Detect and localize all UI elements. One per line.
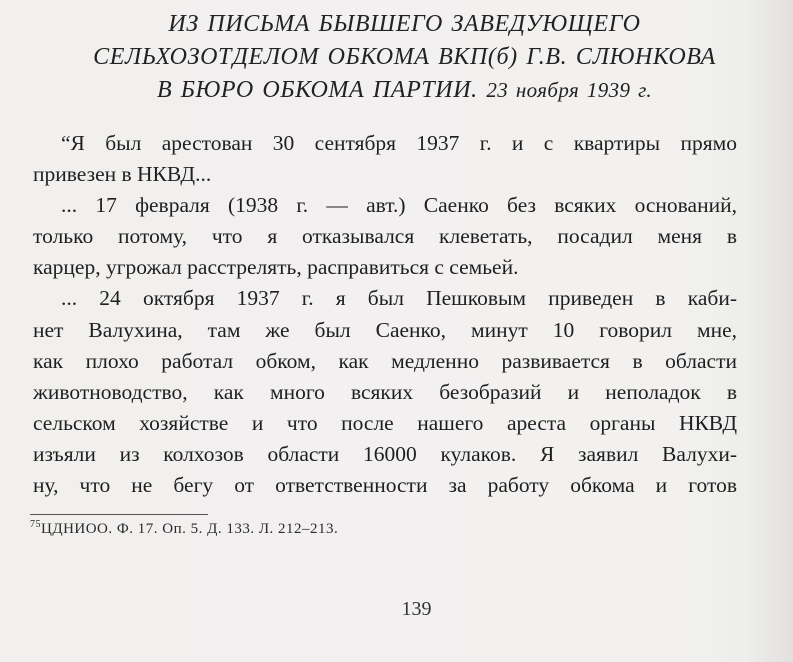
page-number: 139 [401,598,432,620]
body-line: карцер, угрожал расстрелять, расправиться с семьей. [33,255,519,280]
body-line: нет Валухина, там же был Саенко, минут 10 говорил мне, [33,317,737,342]
body-line: привезен в НКВД... [33,162,212,187]
body-line: только потому, что я отказывался клеветать, посадил меня в [33,224,737,249]
letter-body [33,128,737,501]
body-line: сельском хозяйстве и что после нашего ареста органы НКВД [33,410,737,435]
heading-line-3 [22,74,787,107]
document-heading [22,8,787,107]
body-line: животноводство, как много всяких безобразий и неполадок в [33,379,737,404]
body-line: как плохо работал обком, как медленно развивается в области [33,348,737,373]
body-line: ну, что не бегу от ответственности за работу обкома и готов [33,473,737,498]
body-line: “Я был арестован 30 сентября 1937 г. и с квартиры прямо [61,131,737,155]
heading-line-1: ИЗ ПИСЬМА БЫВШЕГО ЗАВЕДУЮЩЕГО [168,11,641,37]
footnote-marker: 75 [30,519,41,530]
body-line: ... 24 октября 1937 г. я был Пешковым приведен в каби- [61,286,737,311]
heading-line-3-text: В БЮРО ОБКОМА ПАРТИИ. [156,77,478,103]
footnote-text: ЦДНИОО. Ф. 17. Оп. 5. Д. 133. Л. 212–213. [41,521,339,537]
body-line: изъяли из колхозов области 16000 кулаков. Я заявил Валухи- [33,441,737,466]
footnote [30,519,338,538]
heading-line-2: СЕЛЬХОЗОТДЕЛОМ ОБКОМА ВКП(б) Г.В. СЛЮНКОВА [93,44,716,70]
body-line: ... 17 февраля (1938 г. — авт.) Саенко без всяких оснований, [61,193,737,218]
heading-date: 23 ноября 1939 г. [486,78,653,102]
footnote-divider [30,514,208,515]
